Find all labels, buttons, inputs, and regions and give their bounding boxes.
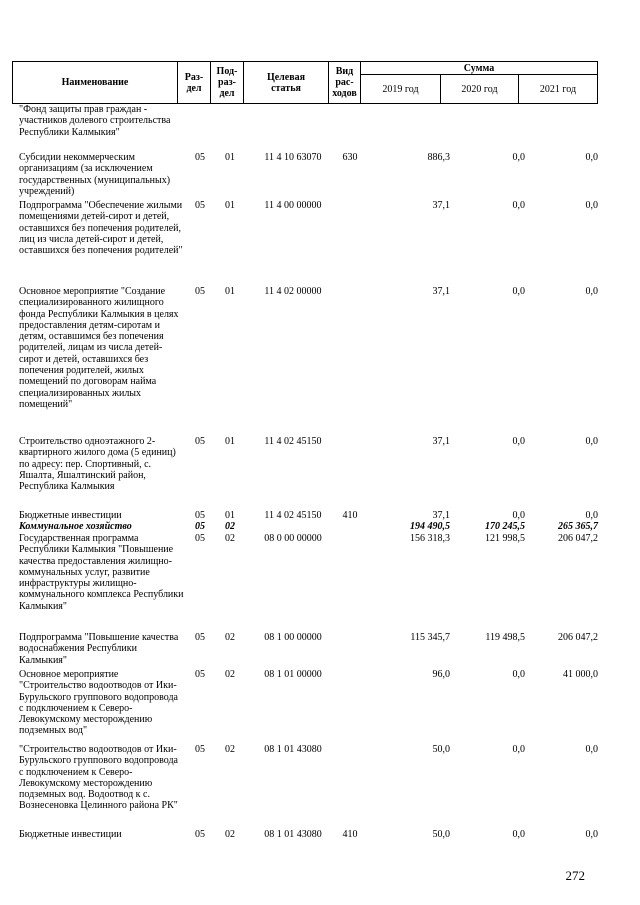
cell-y19: 115 345,7	[410, 632, 450, 643]
cell-cst: 11 4 00 00000	[264, 200, 322, 211]
cell-razd: 05	[195, 200, 205, 211]
header-2019: 2019 год	[361, 75, 441, 104]
header-vid: Вид рас- ходов	[329, 62, 361, 104]
cell-podr: 02	[225, 829, 235, 840]
cell-razd: 05	[195, 533, 205, 544]
header-name: Наименование	[13, 62, 178, 104]
cell-podr: 01	[225, 286, 235, 297]
cell-podr: 01	[225, 152, 235, 163]
table-header	[12, 61, 598, 104]
cell-y19: 96,0	[432, 669, 450, 680]
cell-name: Государственная программа Республики Калмыкия "Повышение качества предоставления жилищно-коммунальных услуг, развитие инфраструктуры жилищно-коммунального комплекса Республики Калмыкия"	[19, 533, 184, 612]
cell-name: "Фонд защиты прав граждан - участников долевого строительства Республики Калмыкия"	[19, 104, 171, 138]
cell-y21: 0,0	[585, 829, 598, 840]
cell-vid: 630	[342, 152, 358, 163]
cell-razd: 05	[195, 669, 205, 680]
cell-cst: 08 1 01 00000	[264, 669, 322, 680]
cell-y19: 37,1	[432, 436, 450, 447]
cell-cst: 08 1 00 00000	[264, 632, 322, 643]
cell-podr: 01	[225, 510, 235, 521]
cell-razd: 05	[195, 744, 205, 755]
cell-name: Подпрограмма "Повышение качества водоснабжения Республики Калмыкия"	[19, 632, 179, 666]
cell-y21: 0,0	[585, 200, 598, 211]
header-podrazdel: Под- раз- дел	[211, 62, 244, 104]
cell-y19: 37,1	[432, 510, 450, 521]
cell-cst: 08 0 00 00000	[264, 533, 322, 544]
cell-vid: 410	[342, 510, 358, 521]
cell-cst: 08 1 01 43080	[264, 744, 322, 755]
cell-y20: 0,0	[512, 744, 525, 755]
header-summa: Сумма	[361, 62, 598, 75]
cell-y20: 0,0	[512, 510, 525, 521]
cell-y20: 0,0	[512, 152, 525, 163]
cell-name: Бюджетные инвестиции	[19, 829, 122, 840]
cell-cst: 11 4 02 45150	[264, 510, 322, 521]
cell-cst: 11 4 10 63070	[264, 152, 322, 163]
cell-podr: 02	[225, 533, 235, 544]
cell-name: Коммунальное хозяйство	[19, 521, 132, 532]
cell-podr: 02	[225, 632, 235, 643]
cell-podr: 02	[225, 669, 235, 680]
cell-y20: 0,0	[512, 829, 525, 840]
cell-podr: 02	[225, 744, 235, 755]
cell-razd: 05	[195, 521, 205, 532]
cell-vid: 410	[342, 829, 358, 840]
cell-y20: 121 998,5	[485, 533, 525, 544]
cell-name: "Строительство водоотводов от Ики-Бурульского группового водопровода с подключением к Северо-Левокумскому месторождению подземных вод. Водоотвод к с. Вознесеновка Целинного района РК"	[19, 744, 178, 812]
cell-y21: 0,0	[585, 744, 598, 755]
cell-y19: 156 318,3	[410, 533, 450, 544]
cell-razd: 05	[195, 510, 205, 521]
cell-y20: 0,0	[512, 200, 525, 211]
cell-razd: 05	[195, 632, 205, 643]
cell-podr: 01	[225, 436, 235, 447]
cell-y21: 0,0	[585, 286, 598, 297]
header-razdel: Раз- дел	[178, 62, 211, 104]
cell-y20: 0,0	[512, 669, 525, 680]
cell-name: Подпрограмма "Обеспечение жилыми помещениями детей-сирот и детей, оставшихся без попечения родителей, лиц из числа детей-сирот и детей, оставшихся без попечения родителей"	[19, 200, 183, 257]
cell-cst: 11 4 02 00000	[264, 286, 322, 297]
cell-name: Основное мероприятие "Создание специализированного жилищного фонда Республики Калмыкия в целях предоставления детям-сиротам и детям, оставшимся без попечения родителей, лицам из числа детей-сирот и детей, оставшихся без попечения родителей, жилых помещений по договорам найма специализированных жилых помещений"	[19, 286, 179, 410]
header-2021: 2021 год	[519, 75, 598, 104]
cell-name: Строительство одноэтажного 2-квартирного жилого дома (5 единиц) по адресу: пер. Спортивный, с. Яшалта, Яшалтинский район, Республика Калмыкия	[19, 436, 176, 493]
cell-cst: 08 1 01 43080	[264, 829, 322, 840]
cell-y19: 50,0	[432, 829, 450, 840]
header-2020: 2020 год	[441, 75, 519, 104]
cell-name: Бюджетные инвестиции	[19, 510, 122, 521]
cell-y19: 50,0	[432, 744, 450, 755]
cell-y21: 206 047,2	[558, 632, 598, 643]
cell-razd: 05	[195, 829, 205, 840]
cell-podr: 01	[225, 200, 235, 211]
cell-y21: 0,0	[585, 152, 598, 163]
cell-y21: 265 365,7	[558, 521, 598, 532]
cell-razd: 05	[195, 436, 205, 447]
cell-y20: 0,0	[512, 286, 525, 297]
cell-cst: 11 4 02 45150	[264, 436, 322, 447]
cell-y19: 886,3	[427, 152, 450, 163]
cell-razd: 05	[195, 152, 205, 163]
header-celevaya: Целевая статья	[244, 62, 329, 104]
cell-podr: 02	[225, 521, 235, 532]
cell-y21: 0,0	[585, 510, 598, 521]
cell-y19: 37,1	[432, 286, 450, 297]
cell-razd: 05	[195, 286, 205, 297]
cell-y21: 206 047,2	[558, 533, 598, 544]
cell-y20: 170 245,5	[485, 521, 525, 532]
cell-y21: 41 000,0	[563, 669, 598, 680]
cell-name: Основное мероприятие "Строительство водоотводов от Ики-Бурульского группового водопровода с подключением к Северо-Левокумскому месторождению подземных вод"	[19, 669, 178, 737]
cell-y20: 119 498,5	[485, 632, 525, 643]
cell-name: Субсидии некоммерческим организациям (за исключением государственных (муниципальных) учреждений)	[19, 152, 171, 197]
cell-y19: 194 490,5	[410, 521, 450, 532]
page-number: 272	[565, 868, 585, 883]
cell-y19: 37,1	[432, 200, 450, 211]
cell-y20: 0,0	[512, 436, 525, 447]
cell-y21: 0,0	[585, 436, 598, 447]
